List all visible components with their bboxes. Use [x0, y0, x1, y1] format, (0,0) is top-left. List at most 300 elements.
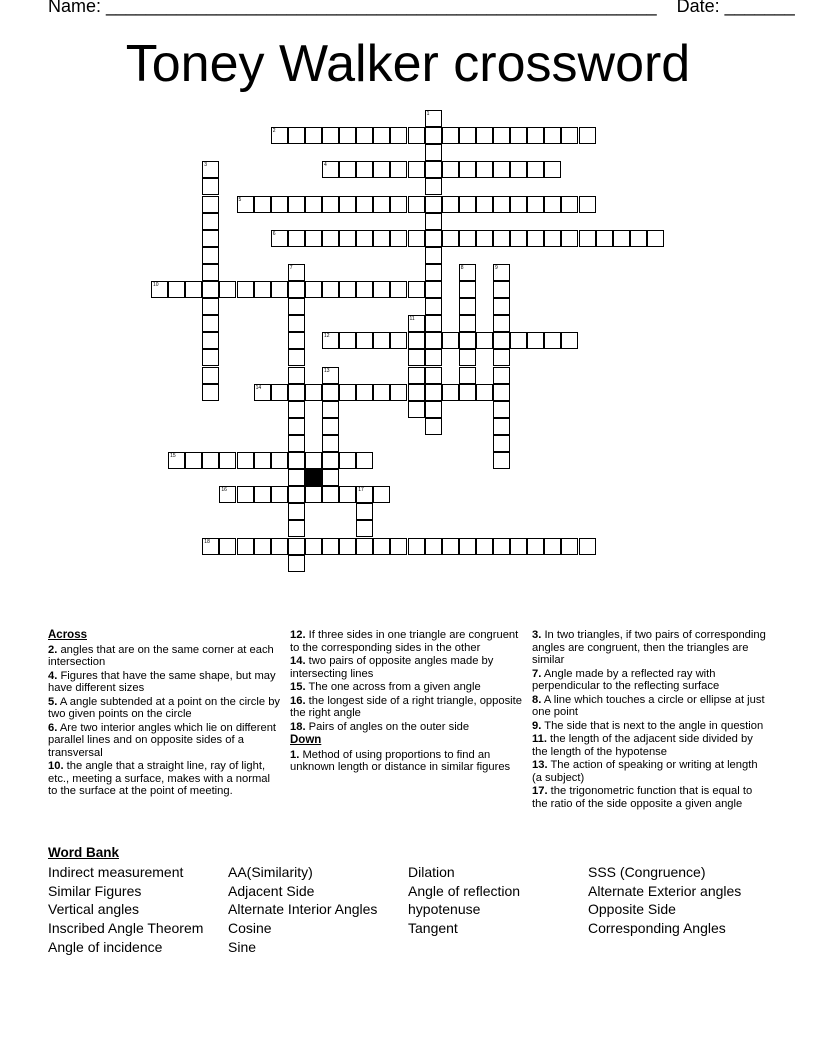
grid-cell[interactable] [339, 161, 356, 178]
clue-text: The one across from a given angle [305, 681, 481, 693]
grid-cell[interactable] [425, 332, 442, 349]
grid-cell[interactable] [493, 418, 510, 435]
clue-text: the angle that a straight line, ray of light, etc., meeting a surface, makes with a normal to the surface at the point of meeting. [48, 760, 270, 797]
grid-cell[interactable] [476, 538, 493, 555]
grid-cell[interactable] [459, 384, 476, 401]
clue-text: A line which touches a circle or ellipse at just one point [532, 693, 765, 718]
grid-cell[interactable] [408, 332, 425, 349]
word-bank-item: AA(Similarity) [228, 864, 313, 880]
grid-cell[interactable] [305, 538, 322, 555]
word-bank-item: Tangent [408, 920, 458, 937]
grid-cell[interactable] [493, 315, 510, 332]
grid-cell[interactable] [493, 332, 510, 349]
grid-cell[interactable] [322, 367, 339, 384]
grid-cell[interactable] [254, 486, 271, 503]
grid-cell[interactable] [390, 538, 407, 555]
grid-cell[interactable] [442, 384, 459, 401]
across-heading: Across [48, 629, 87, 641]
grid-cell[interactable] [390, 196, 407, 213]
grid-cell[interactable] [579, 196, 596, 213]
grid-cell[interactable] [288, 469, 305, 486]
clue-text: If three sides in one triangle are congruent to the corresponding sides in the other [290, 629, 519, 654]
grid-cell[interactable] [339, 281, 356, 298]
grid-cell[interactable] [459, 538, 476, 555]
grid-cell[interactable] [271, 230, 288, 247]
grid-cell[interactable] [202, 315, 219, 332]
grid-cell[interactable] [237, 486, 254, 503]
grid-cell[interactable] [425, 213, 442, 230]
grid-cell[interactable] [202, 298, 219, 315]
grid-cell[interactable] [579, 127, 596, 144]
grid-cell[interactable] [322, 435, 339, 452]
grid-cell[interactable] [476, 161, 493, 178]
down-clue [532, 720, 768, 733]
grid-cell[interactable] [322, 332, 339, 349]
grid-cell[interactable] [390, 127, 407, 144]
grid-cell[interactable] [271, 281, 288, 298]
grid-cell[interactable] [476, 384, 493, 401]
grid-cell[interactable] [288, 127, 305, 144]
grid-cell[interactable] [288, 196, 305, 213]
grid-cell[interactable] [408, 230, 425, 247]
grid-cell[interactable] [442, 127, 459, 144]
word-bank-item: Dilation [408, 864, 455, 880]
grid-cell[interactable] [185, 281, 202, 298]
clue-number-label: 9 [495, 264, 498, 271]
grid-cell[interactable] [561, 196, 578, 213]
grid-cell[interactable] [288, 332, 305, 349]
grid-cell[interactable] [373, 196, 390, 213]
grid-cell[interactable] [425, 178, 442, 195]
clue-text: Method of using proportions to find an unknown length or distance in similar figures [290, 748, 511, 773]
grid-cell[interactable] [425, 418, 442, 435]
grid-cell[interactable] [219, 281, 236, 298]
grid-cell[interactable] [493, 161, 510, 178]
grid-cell[interactable] [202, 367, 219, 384]
grid-cell[interactable] [425, 161, 442, 178]
grid-cell[interactable] [288, 367, 305, 384]
grid-cell[interactable] [510, 332, 527, 349]
clue-text: Figures that have the same shape, but may have different sizes [48, 669, 276, 694]
grid-cell[interactable] [288, 435, 305, 452]
grid-cell[interactable] [493, 452, 510, 469]
grid-cell[interactable] [425, 401, 442, 418]
grid-cell[interactable] [561, 538, 578, 555]
grid-cell[interactable] [305, 384, 322, 401]
grid-cell[interactable] [356, 503, 373, 520]
grid-cell[interactable] [202, 161, 219, 178]
clue-number-label: 7 [289, 264, 293, 271]
grid-cell[interactable] [544, 196, 561, 213]
clue-number: 4. [48, 669, 58, 682]
grid-cell[interactable] [373, 332, 390, 349]
clue-number: 9. [532, 719, 542, 732]
grid-cell[interactable] [237, 538, 254, 555]
clue-text: the trigonometric function that is equal to the ratio of the side opposite a given angle [532, 785, 753, 810]
grid-cell[interactable] [442, 332, 459, 349]
grid-cell[interactable] [254, 281, 271, 298]
grid-cell[interactable] [561, 230, 578, 247]
grid-cell[interactable] [493, 538, 510, 555]
grid-cell[interactable] [339, 486, 356, 503]
word-bank-item: Opposite Side [588, 901, 676, 918]
grid-cell[interactable] [271, 486, 288, 503]
grid-cell[interactable] [305, 127, 322, 144]
grid-cell[interactable] [527, 538, 544, 555]
grid-cell[interactable] [288, 486, 305, 503]
grid-cell[interactable] [425, 144, 442, 161]
grid-cell[interactable] [202, 281, 219, 298]
grid-cell[interactable] [527, 196, 544, 213]
grid-cell[interactable] [168, 452, 185, 469]
clue-number: 15. [290, 681, 306, 693]
grid-cell[interactable] [373, 127, 390, 144]
clue-number-label: 5 [238, 196, 242, 203]
grid-cell[interactable] [219, 538, 236, 555]
grid-cell[interactable] [202, 349, 219, 366]
word-bank-item: Corresponding Angles [588, 920, 726, 937]
grid-cell[interactable] [425, 298, 442, 315]
grid-cell[interactable] [579, 230, 596, 247]
grid-cell[interactable] [493, 230, 510, 247]
clue-number: 8. [532, 693, 542, 706]
grid-cell[interactable] [322, 486, 339, 503]
grid-cell[interactable] [271, 127, 288, 144]
grid-cell[interactable] [271, 538, 288, 555]
grid-cell[interactable] [390, 281, 407, 298]
grid-cell[interactable] [339, 196, 356, 213]
grid-cell[interactable] [202, 213, 219, 230]
down-clue [290, 749, 522, 774]
grid-cell[interactable] [271, 196, 288, 213]
grid-cell[interactable] [322, 196, 339, 213]
grid-cell[interactable] [493, 196, 510, 213]
clue-text: angles that are on the same corner at each intersection [48, 643, 274, 668]
grid-cell[interactable] [613, 230, 630, 247]
grid-cell[interactable] [390, 230, 407, 247]
grid-cell[interactable] [442, 161, 459, 178]
grid-cell[interactable] [493, 367, 510, 384]
grid-cell[interactable] [288, 452, 305, 469]
grid-cell[interactable] [202, 332, 219, 349]
grid-cell[interactable] [356, 281, 373, 298]
clue-number-label: 14 [255, 384, 262, 391]
grid-cell[interactable] [493, 298, 510, 315]
grid-cell[interactable] [425, 384, 442, 401]
grid-cell[interactable] [219, 486, 236, 503]
grid-cell[interactable] [425, 230, 442, 247]
grid-cell[interactable] [322, 127, 339, 144]
grid-cell[interactable] [202, 538, 219, 555]
clue-number-label: 12 [324, 333, 330, 340]
clue-number-label: 2 [272, 128, 276, 135]
grid-cell[interactable] [425, 110, 442, 127]
clue-number: 2. [48, 643, 58, 656]
grid-cell[interactable] [305, 452, 322, 469]
grid-cell[interactable] [322, 452, 339, 469]
grid-cell[interactable] [527, 161, 544, 178]
grid-cell[interactable] [237, 281, 254, 298]
grid-cell[interactable] [459, 230, 476, 247]
grid-cell[interactable] [459, 367, 476, 384]
grid-cell[interactable] [493, 281, 510, 298]
grid-cell[interactable] [356, 161, 373, 178]
grid-cell[interactable] [356, 127, 373, 144]
grid-cell[interactable] [373, 538, 390, 555]
word-bank-item: Alternate Exterior angles [588, 882, 742, 899]
grid-cell[interactable] [288, 555, 305, 572]
down-clues-column [532, 629, 768, 811]
grid-cell[interactable] [322, 281, 339, 298]
grid-cell[interactable] [339, 127, 356, 144]
grid-cell[interactable] [561, 332, 578, 349]
grid-cell[interactable] [219, 452, 236, 469]
grid-cell[interactable] [202, 178, 219, 195]
grid-cell[interactable] [305, 281, 322, 298]
grid-cell[interactable] [322, 469, 339, 486]
clues-column-middle [290, 629, 522, 775]
grid-cell[interactable] [493, 349, 510, 366]
grid-cell[interactable] [510, 127, 527, 144]
grid-cell[interactable] [493, 384, 510, 401]
grid-cell[interactable] [202, 247, 219, 264]
grid-cell[interactable] [237, 196, 254, 213]
grid-cell[interactable] [390, 332, 407, 349]
clue-number: 3. [532, 629, 542, 641]
word-bank-column-1 [48, 863, 203, 957]
grid-cell[interactable] [408, 367, 425, 384]
grid-cell[interactable] [579, 538, 596, 555]
grid-cell[interactable] [237, 452, 254, 469]
grid-cell[interactable] [476, 332, 493, 349]
grid-cell[interactable] [408, 281, 425, 298]
grid-cell[interactable] [373, 161, 390, 178]
grid-cell[interactable] [288, 264, 305, 281]
word-bank-title: Word Bank [48, 845, 120, 860]
grid-cell[interactable] [339, 538, 356, 555]
clue-number: 10. [48, 760, 64, 772]
grid-cell[interactable] [254, 452, 271, 469]
grid-cell[interactable] [373, 281, 390, 298]
grid-cell[interactable] [356, 538, 373, 555]
grid-cell[interactable] [459, 161, 476, 178]
grid-cell[interactable] [202, 452, 219, 469]
grid-cell[interactable] [356, 384, 373, 401]
grid-cell[interactable] [544, 161, 561, 178]
clue-number-label: 17 [358, 487, 364, 494]
clue-number: 16. [290, 694, 306, 707]
clue-text: the longest side of a right triangle, opposite the right angle [290, 694, 522, 719]
grid-cell[interactable] [288, 538, 305, 555]
grid-cell[interactable] [288, 281, 305, 298]
grid-cell[interactable] [271, 384, 288, 401]
grid-cell[interactable] [476, 196, 493, 213]
grid-cell[interactable] [493, 127, 510, 144]
grid-cell[interactable] [459, 196, 476, 213]
word-bank-item: SSS (Congruence) [588, 864, 706, 880]
grid-cell[interactable] [544, 230, 561, 247]
grid-cell[interactable] [408, 349, 425, 366]
grid-cell[interactable] [288, 349, 305, 366]
grid-cell[interactable] [356, 520, 373, 537]
grid-cell[interactable] [322, 418, 339, 435]
grid-cell[interactable] [390, 161, 407, 178]
grid-cell[interactable] [527, 127, 544, 144]
grid-cell[interactable] [168, 281, 185, 298]
grid-cell[interactable] [425, 247, 442, 264]
clue-number-label: 3 [204, 162, 208, 169]
grid-cell[interactable] [459, 315, 476, 332]
grid-cell[interactable] [390, 384, 407, 401]
grid-cell[interactable] [305, 196, 322, 213]
grid-cell[interactable] [288, 230, 305, 247]
grid-cell[interactable] [288, 503, 305, 520]
grid-cell[interactable] [185, 452, 202, 469]
grid-cell[interactable] [202, 196, 219, 213]
grid-cell[interactable] [459, 264, 476, 281]
word-bank-item: Angle of incidence [48, 938, 163, 955]
word-bank-item: Inscribed Angle Theorem [48, 920, 204, 937]
across-clues-column [48, 629, 280, 799]
grid-cell[interactable] [271, 452, 288, 469]
grid-cell[interactable] [373, 486, 390, 503]
grid-cell[interactable] [459, 349, 476, 366]
grid-cell[interactable] [425, 315, 442, 332]
grid-cell[interactable] [544, 127, 561, 144]
clue-number-label: 11 [409, 316, 415, 323]
clue-number: 18. [290, 720, 306, 733]
across-clue [290, 681, 522, 694]
grid-cell[interactable] [630, 230, 647, 247]
grid-cell[interactable] [425, 264, 442, 281]
grid-cell[interactable] [408, 196, 425, 213]
grid-cell[interactable] [408, 161, 425, 178]
grid-cell[interactable] [288, 418, 305, 435]
grid-cell[interactable] [254, 384, 271, 401]
grid-cell[interactable] [442, 538, 459, 555]
grid-cell[interactable] [356, 486, 373, 503]
grid-cell[interactable] [442, 196, 459, 213]
grid-cell[interactable] [339, 230, 356, 247]
word-bank-item: Angle of reflection [408, 882, 521, 899]
clue-number: 6. [48, 721, 58, 734]
grid-cell[interactable] [408, 127, 425, 144]
grid-cell[interactable] [596, 230, 613, 247]
grid-cell[interactable] [544, 332, 561, 349]
grid-cell[interactable] [322, 401, 339, 418]
grid-cell[interactable] [561, 127, 578, 144]
clue-number-label: 13 [324, 367, 330, 374]
grid-cell[interactable] [322, 161, 339, 178]
grid-cell[interactable] [305, 230, 322, 247]
grid-cell[interactable] [408, 384, 425, 401]
grid-cell[interactable] [322, 538, 339, 555]
clue-text: Are two interior angles which lie on different parallel lines and on opposite sides of a transversal [48, 721, 277, 759]
across-clue [48, 722, 280, 760]
blocked-cell [305, 469, 322, 486]
grid-cell[interactable] [254, 196, 271, 213]
grid-cell[interactable] [425, 281, 442, 298]
grid-cell[interactable] [425, 127, 442, 144]
word-bank-column-3 [408, 863, 520, 938]
clue-number: 14. [290, 655, 306, 667]
grid-cell[interactable] [356, 332, 373, 349]
grid-cell[interactable] [288, 384, 305, 401]
down-clue [532, 759, 768, 784]
grid-cell[interactable] [459, 127, 476, 144]
grid-cell[interactable] [339, 452, 356, 469]
grid-cell[interactable] [442, 230, 459, 247]
grid-cell[interactable] [408, 538, 425, 555]
across-clue [290, 695, 522, 720]
grid-cell[interactable] [356, 196, 373, 213]
grid-cell[interactable] [339, 384, 356, 401]
grid-cell[interactable] [202, 264, 219, 281]
grid-cell[interactable] [510, 230, 527, 247]
grid-cell[interactable] [408, 315, 425, 332]
grid-cell[interactable] [288, 315, 305, 332]
clue-number-label: 4 [324, 162, 327, 169]
grid-cell[interactable] [459, 332, 476, 349]
grid-cell[interactable] [254, 538, 271, 555]
clue-text: Angle made by a reflected ray with perpendicular to the reflecting surface [532, 667, 720, 692]
grid-cell[interactable] [510, 161, 527, 178]
grid-cell[interactable] [288, 520, 305, 537]
grid-cell[interactable] [527, 230, 544, 247]
grid-cell[interactable] [459, 281, 476, 298]
grid-cell[interactable] [493, 264, 510, 281]
word-bank-column-2 [228, 863, 377, 957]
grid-cell[interactable] [527, 332, 544, 349]
grid-cell[interactable] [288, 401, 305, 418]
grid-cell[interactable] [544, 538, 561, 555]
grid-cell[interactable] [493, 401, 510, 418]
grid-cell[interactable] [425, 349, 442, 366]
word-bank-item: Indirect measurement [48, 864, 184, 880]
grid-cell[interactable] [339, 332, 356, 349]
across-clue [290, 655, 522, 680]
grid-cell[interactable] [510, 538, 527, 555]
grid-cell[interactable] [373, 230, 390, 247]
grid-cell[interactable] [322, 230, 339, 247]
grid-cell[interactable] [476, 230, 493, 247]
grid-cell[interactable] [356, 230, 373, 247]
grid-cell[interactable] [373, 384, 390, 401]
grid-cell[interactable] [288, 298, 305, 315]
grid-cell[interactable] [202, 230, 219, 247]
grid-cell[interactable] [647, 230, 664, 247]
down-clue [532, 733, 768, 758]
across-clue [48, 760, 280, 798]
clue-text: In two triangles, if two pairs of corresponding angles are congruent, then the triangles are similar [532, 629, 766, 666]
grid-cell[interactable] [425, 196, 442, 213]
grid-cell[interactable] [408, 401, 425, 418]
clue-number-label: 6 [272, 230, 276, 237]
word-bank-column-4 [588, 863, 741, 938]
grid-cell[interactable] [459, 298, 476, 315]
grid-cell[interactable] [425, 367, 442, 384]
grid-cell[interactable] [305, 486, 322, 503]
grid-cell[interactable] [476, 127, 493, 144]
grid-cell[interactable] [493, 435, 510, 452]
grid-cell[interactable] [202, 384, 219, 401]
grid-cell[interactable] [356, 452, 373, 469]
grid-cell[interactable] [425, 538, 442, 555]
clue-number: 12. [290, 629, 306, 641]
grid-cell[interactable] [510, 196, 527, 213]
grid-cell[interactable] [151, 281, 168, 298]
grid-cell[interactable] [322, 384, 339, 401]
